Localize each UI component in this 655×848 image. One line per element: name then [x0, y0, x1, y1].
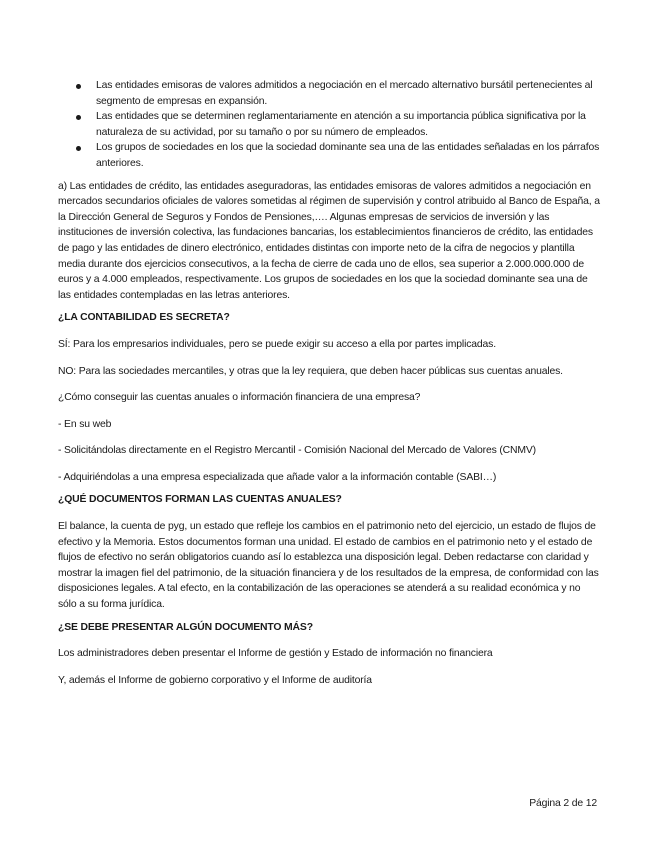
bullet-text: Los grupos de sociedades en los que la sociedad dominante sea una de las entidades señaladas en los párrafos anteriores. [96, 142, 600, 169]
bullet-item [58, 78, 600, 109]
paragraph-si: SÍ: Para los empresarios individuales, pero se puede exigir su acceso a ella por partes implicadas. [58, 338, 496, 350]
list-item-registro: - Solicitándolas directamente en el Registro Mercantil - Comisión Nacional del Mercado de Valores (CNMV) [58, 445, 536, 457]
page-content [58, 78, 600, 688]
paragraph-como-conseguir: ¿Cómo conseguir las cuentas anuales o información financiera de una empresa? [58, 392, 421, 404]
paragraph-administradores: Los administradores deben presentar el Informe de gestión y Estado de información no financiera [58, 648, 493, 660]
bullet-item [58, 140, 600, 171]
paragraph-balance: El balance, la cuenta de pyg, un estado que refleje los cambios en el patrimonio neto del ejercicio, un estado de flujos de efectivo y la Memoria. Estos documentos forman una unidad. El estado de cambios en el patrimonio neto y el estado de flujos de efectivo no serán obligatorios cuando así lo establezca una disposición legal. Deben redactarse con claridad y mostrar la imagen fiel del patrimonio, de la situación financiera y de los resultados de la empresa, de conformidad con las disposiciones legales. A tal efecto, en la contabilización de las operaciones se atenderá a su realidad económica y no sólo a su forma jurídica. [58, 521, 599, 611]
bullet-dot-icon [76, 146, 81, 151]
list-item-web: - En su web [58, 418, 112, 430]
bullet-text: Las entidades emisoras de valores admitidos a negociación en el mercado alternativo bursátil pertenecientes al segmento de empresas en expansión. [96, 80, 593, 107]
bullet-item [58, 109, 600, 140]
list-item-empresa: - Adquiriéndolas a una empresa especializada que añade valor a la información contable (SABI…) [58, 471, 497, 483]
heading-contabilidad-secreta: ¿LA CONTABILIDAD ES SECRETA? [58, 312, 230, 324]
bullet-dot-icon [76, 115, 81, 120]
bullet-text: Las entidades que se determinen reglamentariamente en atención a su importancia pública significativa por la naturaleza de su actividad, por su tamaño o por su número de empleados. [96, 111, 586, 138]
heading-documentos: ¿QUÉ DOCUMENTOS FORMAN LAS CUENTAS ANUALES? [58, 494, 342, 506]
heading-documento-mas: ¿SE DEBE PRESENTAR ALGÚN DOCUMENTO MÁS? [58, 621, 313, 633]
bullet-dot-icon [76, 84, 81, 89]
paragraph-entidades: a) Las entidades de crédito, las entidades aseguradoras, las entidades emisoras de valores admitidos a negociación en mercados secundarios oficiales de valores sometidas al régimen de supervisión y control atribuido al Banco de España, a la Dirección General de Seguros y Fondos de Pensiones,…. Algunas empresas de servicios de inversión y las instituciones de inversión colectiva, las fundaciones bancarias, los establecimientos financieros de crédito, las entidades de pago y las entidades de dinero electrónico, entidades distintas con importe neto de la cifra de negocios y plantilla media durante dos ejercicios consecutivos, a la fecha de cierre de cada uno de ellos, sea superior a 2.000.000.000 de euros y a 4.000 empleados, respectivamente. Los grupos de sociedades en los que la sociedad dominante sea una de las entidades contempladas en las letras anteriores. [58, 180, 600, 301]
paragraph-ademas: Y, además el Informe de gobierno corporativo y el Informe de auditoría [58, 674, 372, 686]
page-number: Página 2 de 12 [529, 798, 597, 809]
paragraph-no: NO: Para las sociedades mercantiles, y otras que la ley requiera, que deben hacer públicas sus cuentas anuales. [58, 365, 563, 377]
bullet-list [58, 78, 600, 172]
